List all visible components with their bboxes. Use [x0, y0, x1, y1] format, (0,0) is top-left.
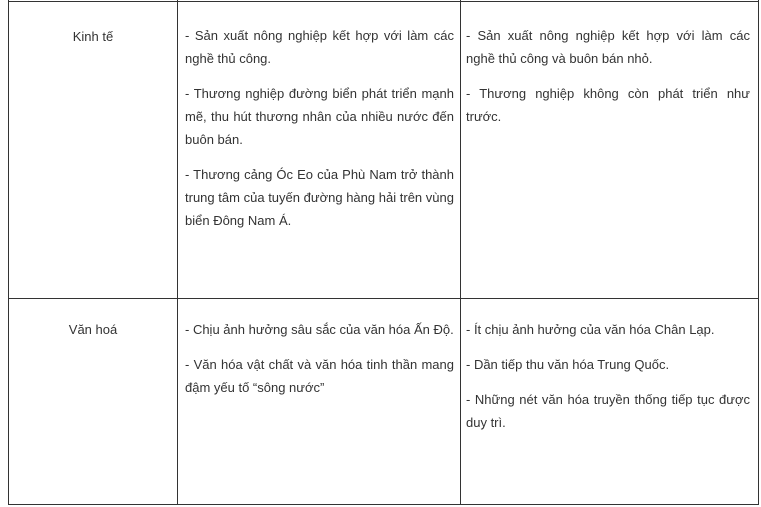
economy-col2-item: - Thương nghiệp không còn phát triển như trước.: [466, 86, 750, 124]
row-label-economy: Kinh tế: [72, 29, 114, 44]
economy-col2-item: - Sản xuất nông nghiệp kết hợp với làm các nghề thủ công và buôn bán nhỏ.: [466, 28, 750, 66]
culture-col2-item: - Dần tiếp thu văn hóa Trung Quốc.: [466, 357, 670, 372]
comparison-table: [8, 0, 759, 505]
economy-col2-cell: [466, 24, 750, 140]
economy-col1-item: - Thương cảng Óc Eo của Phù Nam trở thành trung tâm của tuyến đường hàng hải trên vùng biển Đông Nam Á.: [185, 167, 454, 228]
culture-col2-cell: [466, 318, 750, 446]
culture-col1-cell: [185, 318, 454, 411]
culture-col2-item: - Những nét văn hóa truyền thống tiếp tục được duy trì.: [466, 392, 750, 430]
culture-col2-item: - Ít chịu ảnh hưởng của văn hóa Chân Lạp.: [466, 322, 715, 337]
economy-col1-item: - Sản xuất nông nghiệp kết hợp với làm các nghề thủ công.: [185, 28, 454, 66]
economy-col1-item: - Thương nghiệp đường biển phát triển mạnh mẽ, thu hút thương nhân của nhiều nước đến buôn bán.: [185, 86, 454, 147]
economy-col1-cell: [185, 24, 454, 244]
row-label-culture: Văn hoá: [68, 322, 118, 337]
row-divider: [9, 298, 758, 299]
row-divider: [9, 1, 758, 2]
column-divider: [460, 0, 461, 504]
culture-col1-item: - Chịu ảnh hưởng sâu sắc của văn hóa Ấn Độ.: [185, 322, 454, 337]
column-divider: [177, 0, 178, 504]
culture-col1-item: - Văn hóa vật chất và văn hóa tinh thần mang đậm yếu tố “sông nước”: [185, 357, 454, 395]
